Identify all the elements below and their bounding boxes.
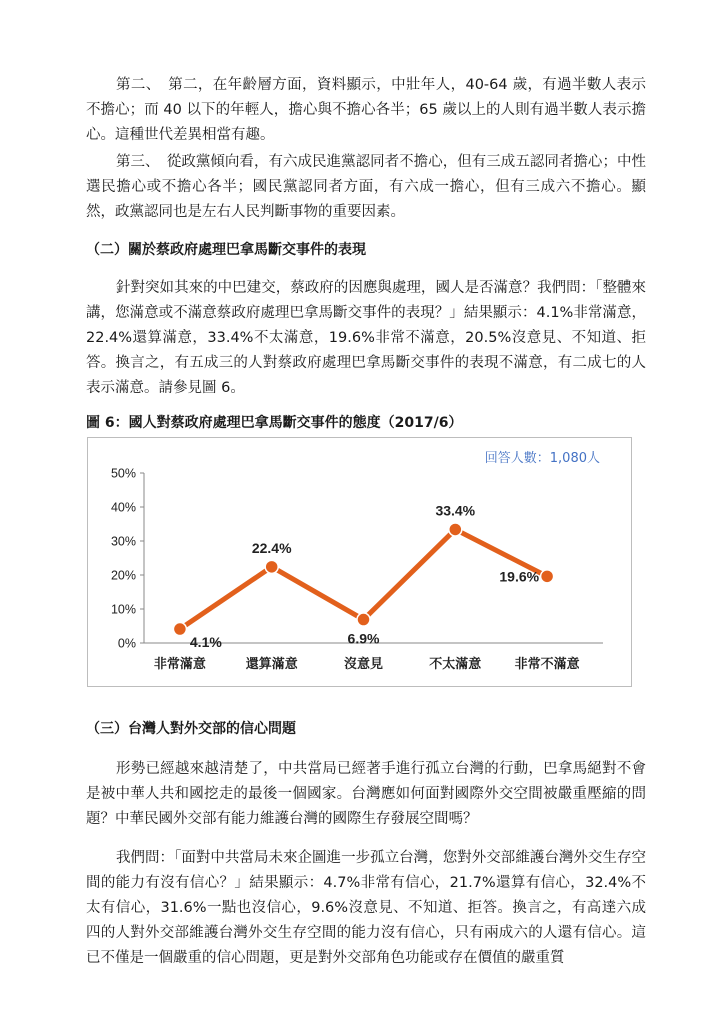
x-tick-label: 還算滿意	[245, 657, 298, 672]
paragraph-party-affiliation: 第三、 從政黨傾向看，有六成民進黨認同者不擔心，但有三成五認同者擔心；中性選民擔心或不擔心各半；國民黨認同者方面，有六成一擔心，但有三成六不擔心。顯然，政黨認同也是左右人民判斷事物的重要因素。	[86, 154, 646, 220]
x-tick-label: 非常滿意	[153, 657, 206, 672]
y-tick-label: 20%	[110, 568, 136, 583]
y-tick-label: 0%	[117, 636, 136, 651]
paragraph-diplomatic-situation: 形勢已經越來越清楚了，中共當局已經著手進行孤立台灣的行動，巴拿馬絕對不會是被中華人共和國挖走的最後一個國家。台灣應如何面對國際外交空間被嚴重壓縮的問題？中華民國外交部有能力維護台灣的國際生存發展空間嗎？	[86, 761, 646, 827]
x-tick-label: 沒意見	[343, 657, 384, 672]
y-tick-label: 40%	[110, 500, 136, 515]
data-label: 4.1%	[189, 634, 222, 651]
section-heading-foreign-ministry: （三）台灣人對外交部的信心問題	[86, 721, 296, 737]
figure-caption: 圖 6：國人對蔡政府處理巴拿馬斷交事件的態度（2017/6）	[86, 415, 463, 431]
data-label: 19.6%	[499, 568, 540, 585]
y-tick-label: 50%	[110, 466, 136, 481]
data-label: 6.9%	[347, 630, 380, 647]
chart-frame	[87, 437, 632, 687]
data-point	[265, 560, 278, 573]
data-point	[173, 623, 186, 636]
data-label: 22.4%	[251, 539, 292, 556]
paragraph-ministry-confidence: 我們問：「面對中共當局未來企圖進一步孤立台灣，您對外交部維護台灣外交生存空間的能力有沒有信心？」結果顯示：4.7%非常有信心，21.7%還算有信心，32.4%不太有信心，31.6%一點也沒信心，9.6%沒意見、不知道、拒答。換言之，有高達六成四的人對外交部維護台灣外交生存空間的能力沒有信心，只有兩成六的人還有信心。這已不僅是一個嚴重的信心問題，更是對外交部角色功能或存在價值的嚴重質	[86, 850, 646, 966]
x-tick-label: 非常不滿意	[514, 657, 580, 672]
section-heading-panama: （二）關於蔡政府處理巴拿馬斷交事件的表現	[86, 242, 366, 258]
data-point	[357, 613, 370, 626]
x-tick-label: 不太滿意	[429, 657, 482, 672]
paragraph-age-group: 第二、 第二，在年齡層方面，資料顯示，中壯年人，40-64 歲，有過半數人表示不擔心；而 40 以下的年輕人，擔心與不擔心各半；65 歲以上的人則有過半數人表示擔心。這種世代差異相當有趣。	[86, 77, 646, 143]
respondent-count-annotation: 回答人數：1,080人	[484, 451, 600, 466]
y-tick-label: 30%	[110, 534, 136, 549]
line-chart	[88, 438, 633, 688]
data-label: 33.4%	[435, 502, 476, 519]
y-tick-label: 10%	[110, 602, 136, 617]
data-point	[449, 523, 462, 536]
paragraph-panama-survey: 針對突如其來的中巴建交，蔡政府的因應與處理，國人是否滿意？我們問：「整體來講，您滿意或不滿意蔡政府處理巴拿馬斷交事件的表現？」結果顯示：4.1%非常滿意，22.4%還算滿意，33.4%不太滿意，19.6%非常不滿意，20.5%沒意見、不知道、拒答。換言之，有五成三的人對蔡政府處理巴拿馬斷交事件的表現不滿意，有二成七的人表示滿意。請參見圖 6。	[86, 280, 646, 396]
data-point	[541, 570, 554, 583]
